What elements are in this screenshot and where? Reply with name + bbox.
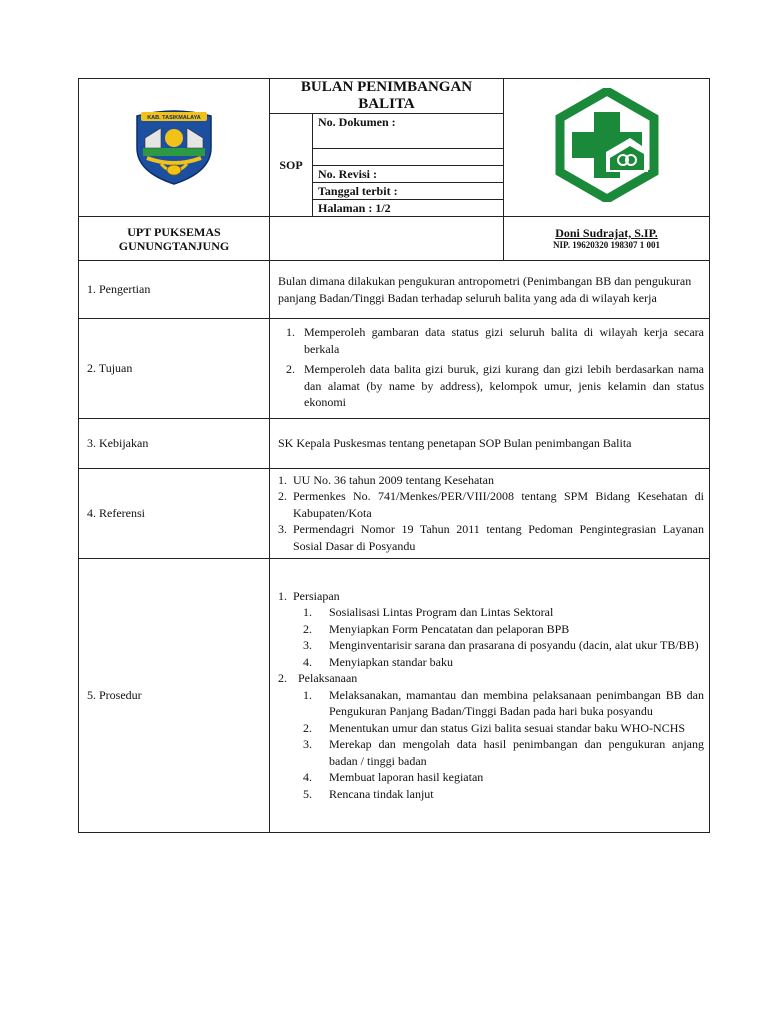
list-item: [278, 521, 704, 554]
list-item-number: 1.: [286, 325, 295, 339]
list-item-text: Memperoleh data balita gizi buruk, gizi kurang dan gizi lebih berdasarkan nama dan alamat (by name by address), kelompok umur, jenis kelamin dan status ekonomi: [304, 362, 705, 409]
list-item-text: Permendagri Nomor 19 Tahun 2011 tentang Pedoman Pengintegrasian Layanan Sosial Dasar di Posyandu: [293, 522, 705, 553]
list-item-text: Memperoleh gambaran data status gizi seluruh balita di wilayah kerja secara berkala: [304, 325, 705, 356]
puskesmas-logo: [550, 88, 664, 202]
signer-name: Doni Sudrajat, S.IP.: [555, 226, 658, 240]
list-item-text: UU No. 36 tahun 2009 tentang Kesehatan: [293, 472, 494, 487]
list-item-number: 2.: [278, 489, 287, 504]
step-title: Persiapan: [293, 588, 340, 603]
section-label-pengertian: 1. Pengertian: [79, 261, 270, 319]
step-title: Pelaksanaan: [298, 671, 358, 686]
persiapan-list: [278, 604, 704, 670]
section-label-kebijakan: 3. Kebijakan: [79, 418, 270, 468]
list-item-number: 4.: [303, 654, 312, 669]
halaman: Halaman : 1/2: [313, 200, 504, 217]
list-item-text: Permenkes No. 741/Menkes/PER/VIII/2008 tentang SPM Bidang Kesehatan di Kabupaten/Kota: [293, 489, 705, 520]
list-item: [278, 604, 704, 621]
blank-meta-row: [313, 149, 504, 166]
list-item: [278, 654, 704, 671]
tanggal-terbit: Tanggal terbit :: [313, 183, 504, 200]
list-item: [278, 361, 704, 411]
list-item-number: 3.: [303, 737, 312, 752]
pelaksanaan-substeps: [278, 687, 704, 803]
section-label-referensi: 4. Referensi: [79, 468, 270, 558]
prosedur-content: [270, 558, 710, 832]
tujuan-content: [270, 319, 710, 419]
list-item-number: 5.: [303, 786, 312, 801]
list-item-text: Menyiapkan standar baku: [329, 654, 453, 669]
list-item-text: Menyiapkan Form Pencatatan dan pelaporan BPB: [329, 621, 570, 636]
list-item-number: 2.: [303, 621, 312, 636]
list-item-number: 2.: [286, 362, 295, 376]
list-item: [278, 488, 704, 521]
list-item-text: Rencana tindak lanjut: [329, 786, 434, 801]
pelaksanaan-list: [278, 687, 704, 803]
section-label-prosedur: 5. Prosedur: [79, 558, 270, 832]
list-item: [278, 472, 704, 489]
list-item-text: Sosialisasi Lintas Program dan Lintas Sektoral: [329, 605, 554, 620]
list-item-text: Membuat laporan hasil kegiatan: [329, 770, 484, 785]
list-item-text: Menginventarisir sarana dan prasarana di posyandu (dacin, alat ukur TB/BB): [329, 638, 699, 653]
prosedur-step: [278, 588, 704, 605]
list-item: [278, 637, 704, 654]
organization-name: [79, 217, 270, 261]
step-number: 1.: [278, 588, 287, 603]
pengertian-text: Bulan dimana dilakukan pengukuran antropometri (Penimbangan BB dan pengukuran panjang Badan/Tinggi Badan terhadap seluruh balita yang ada di wilayah kerja: [270, 261, 710, 319]
list-item-number: 2.: [303, 720, 312, 735]
tujuan-list: [278, 324, 704, 411]
list-item-number: 3.: [278, 522, 287, 537]
list-item: [278, 324, 704, 357]
referensi-list: [278, 472, 704, 555]
kab-tasikmalaya-logo: [131, 104, 217, 186]
kab-logo-cell: [79, 79, 270, 217]
prosedur-list: [278, 588, 704, 803]
puskesmas-logo-cell: [504, 79, 710, 217]
list-item: [278, 687, 704, 720]
kab-logo-text: KAB. TASIKMALAYA: [147, 115, 201, 121]
org-line1: UPT PUKSEMAS: [127, 224, 221, 239]
list-item-number: 1.: [303, 605, 312, 620]
no-revisi: No. Revisi :: [313, 166, 504, 183]
document-title: [270, 79, 504, 114]
list-item-number: 1.: [278, 472, 287, 487]
signer-nip: NIP. 19620320 198307 1 001: [553, 240, 660, 250]
persiapan-substeps: [278, 604, 704, 670]
sop-label: SOP: [270, 114, 313, 217]
kebijakan-text: SK Kepala Puskesmas tentang penetapan SOP Bulan penimbangan Balita: [270, 418, 710, 468]
list-item-number: 4.: [303, 770, 312, 785]
signature-block: [504, 217, 710, 261]
sop-document-table: [78, 78, 710, 833]
list-item: [278, 769, 704, 786]
list-item: [278, 720, 704, 737]
step-number: 2.: [278, 671, 287, 686]
list-item-text: Melaksanakan, mamantau dan membina pelaksanaan penimbangan BB dan Pengukuran Panjang Badan/Tinggi Badan pada hari buka posyandu: [329, 687, 705, 719]
list-item-text: Menentukan umur dan status Gizi balita sesuai standar baku WHO-NCHS: [329, 720, 686, 735]
title-line2: BALITA: [358, 96, 415, 112]
referensi-content: [270, 468, 710, 558]
blank-approval-cell: [270, 217, 504, 261]
list-item-number: 3.: [303, 638, 312, 653]
list-item: [278, 621, 704, 638]
section-label-tujuan: 2. Tujuan: [79, 319, 270, 419]
no-dokumen: No. Dokumen :: [313, 114, 504, 149]
list-item: [278, 736, 704, 769]
list-item-text: Merekap dan mengolah data hasil penimbangan dan pengukuran anjang badan / tinggi badan: [329, 737, 705, 768]
list-item: [278, 786, 704, 803]
title-line1: BULAN PENIMBANGAN: [300, 79, 473, 95]
prosedur-step: [278, 670, 704, 687]
list-item-number: 1.: [303, 687, 312, 702]
org-line2: GUNUNGTANJUNG: [118, 238, 230, 253]
